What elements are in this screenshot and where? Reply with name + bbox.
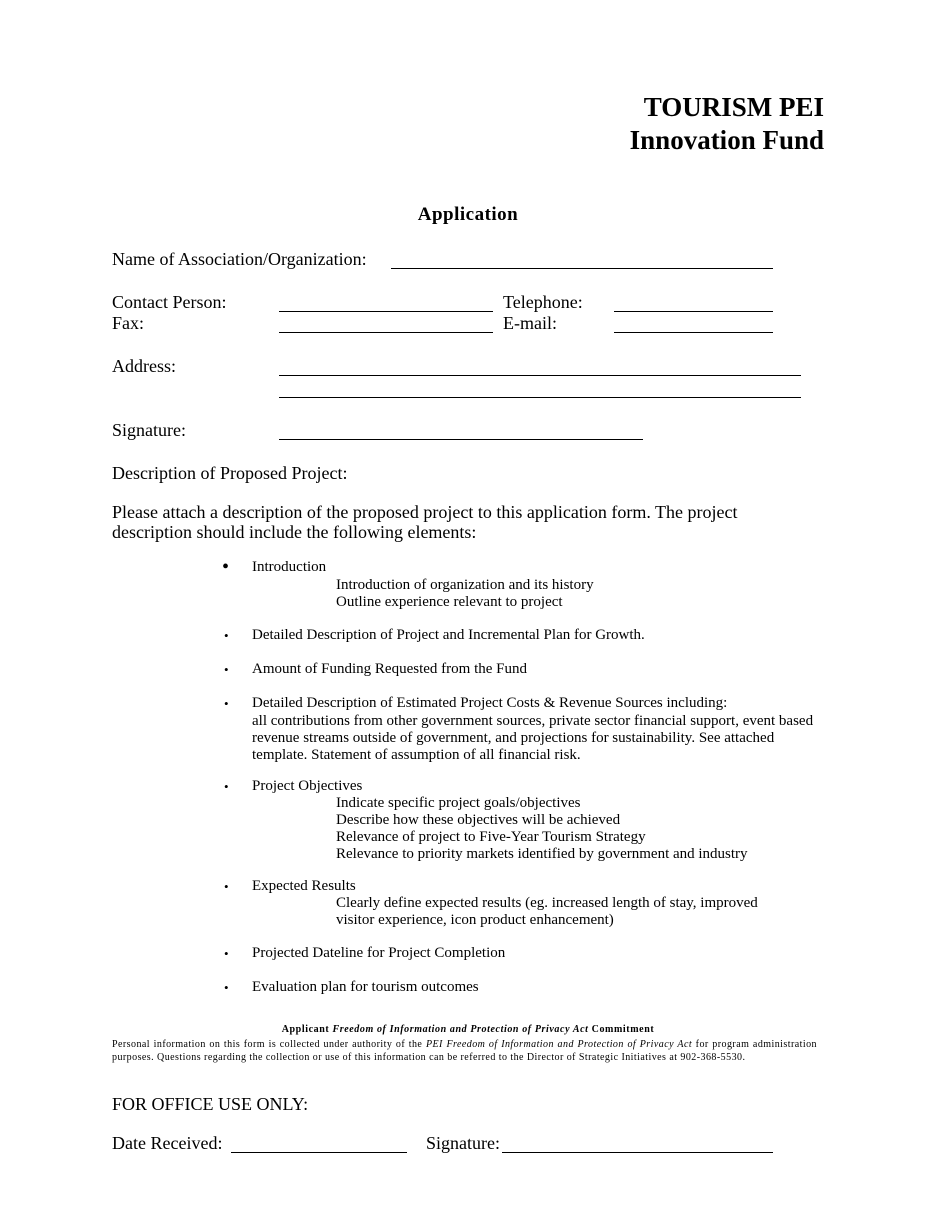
signature-label: Signature: — [112, 420, 186, 440]
office-signature-label: Signature: — [426, 1133, 500, 1153]
date-received-label: Date Received: — [112, 1133, 223, 1153]
description-heading: Description of Proposed Project: — [112, 463, 348, 483]
privacy-statement: Personal information on this form is collected under authority of the PEI Freedom of Information and Protection of Privacy Act for program administration purposes. Questions regarding the collection or use of this information can be referred to the Director of Strategic Initiatives at 902-368-5530. — [112, 1039, 818, 1063]
email-field[interactable] — [614, 332, 773, 333]
list-item-label: Projected Dateline for Project Completion — [252, 945, 506, 961]
list-subitem: Outline experience relevant to project — [336, 594, 563, 610]
fax-label: Fax: — [112, 313, 145, 333]
email-label: E-mail: — [503, 313, 557, 333]
privacy-heading: Applicant Freedom of Information and Protection of Privacy Act Commitment — [281, 1024, 655, 1035]
signature-field[interactable] — [279, 439, 643, 440]
bullet-icon: • — [222, 556, 230, 578]
title-line-2: Innovation Fund — [629, 125, 824, 155]
list-subitem: Introduction of organization and its history — [336, 577, 594, 593]
title-line-1: TOURISM PEI — [643, 92, 824, 122]
list-item-label: Expected Results — [252, 878, 356, 894]
address-field-line-2[interactable] — [279, 397, 801, 398]
list-item-label: Project Objectives — [252, 778, 363, 794]
list-item-label: Evaluation plan for tourism outcomes — [252, 979, 479, 995]
date-received-field[interactable] — [231, 1152, 407, 1153]
list-item-label: Detailed Description of Project and Incremental Plan for Growth. — [252, 627, 645, 643]
bullet-icon: • — [224, 779, 229, 794]
list-subitem: visitor experience, icon product enhancement) — [336, 912, 614, 928]
contact-label: Contact Person: — [112, 292, 227, 312]
list-subitem: Relevance to priority markets identified by government and industry — [336, 846, 748, 862]
bullet-icon: • — [224, 946, 229, 961]
address-label: Address: — [112, 356, 176, 376]
contact-person-field[interactable] — [279, 311, 493, 312]
list-subitem: Describe how these objectives will be achieved — [336, 812, 621, 828]
list-item-detail: all contributions from other government sources, private sector financial support, event based revenue streams outside of government, and projections for sustainability. See attached template. Statement of assumption of all financial risk. — [252, 713, 814, 763]
bullet-icon: • — [224, 662, 229, 677]
bullet-icon: • — [224, 628, 229, 643]
list-item-label: Introduction — [252, 559, 327, 575]
org-name-field[interactable] — [391, 268, 773, 269]
list-subitem: Relevance of project to Five-Year Tourism Strategy — [336, 829, 646, 845]
list-item-label: Amount of Funding Requested from the Fund — [252, 661, 527, 677]
office-use-heading: FOR OFFICE USE ONLY: — [112, 1094, 309, 1114]
form-heading: Application — [417, 204, 519, 225]
bullet-icon: • — [224, 980, 229, 995]
telephone-field[interactable] — [614, 311, 773, 312]
list-item-label: Detailed Description of Estimated Project Costs & Revenue Sources including: — [252, 695, 728, 711]
org-label: Name of Association/Organization: — [112, 249, 367, 269]
list-subitem: Indicate specific project goals/objectives — [336, 795, 581, 811]
office-signature-field[interactable] — [502, 1152, 773, 1153]
bullet-icon: • — [224, 696, 229, 711]
bullet-icon: • — [224, 879, 229, 894]
description-intro: Please attach a description of the proposed project to this application form. The project description should include the following elements: — [112, 502, 738, 542]
telephone-label: Telephone: — [503, 292, 583, 312]
fax-field[interactable] — [279, 332, 493, 333]
address-field-line-1[interactable] — [279, 375, 801, 376]
list-subitem: Clearly define expected results (eg. increased length of stay, improved — [336, 895, 758, 911]
